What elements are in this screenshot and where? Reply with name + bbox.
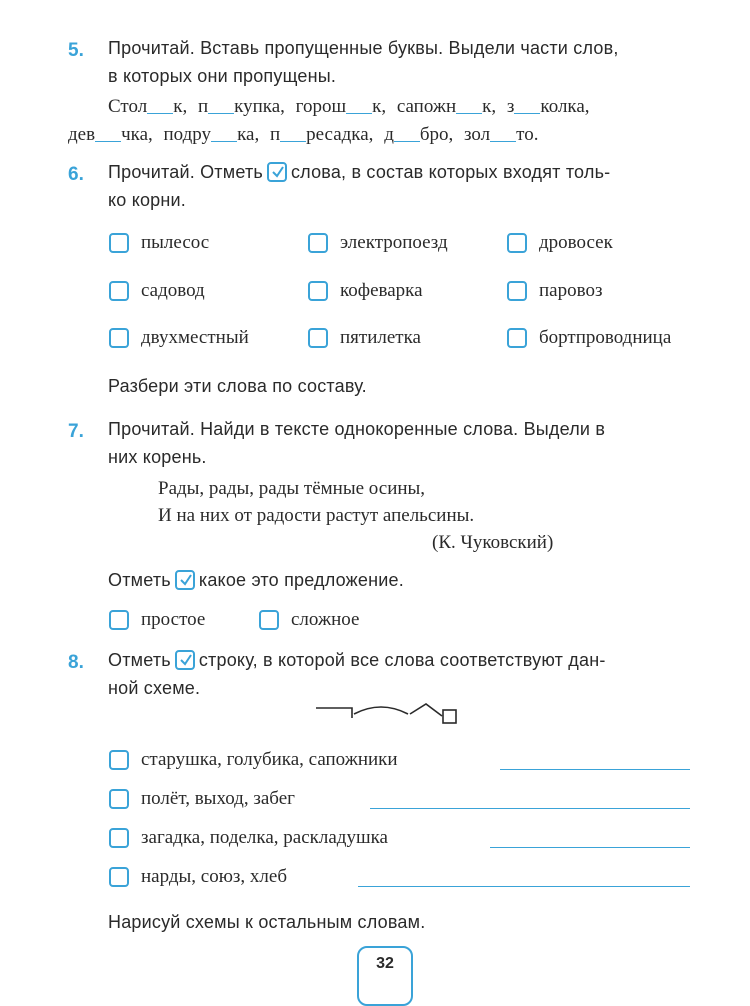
checkbox-option[interactable] [507,233,527,253]
checkbox-option[interactable] [109,789,129,809]
checkbox-option[interactable] [507,328,527,348]
task8-number: 8. [68,652,84,673]
option-label: садовод [141,280,205,301]
task5-words-line1 [108,96,590,118]
instruction-text: Отметь [108,570,171,590]
option-label: полёт, выход, забег [141,788,295,809]
word-part: чка, [121,124,153,145]
checkbox-option[interactable] [109,610,129,630]
checkmark-sample-icon [267,162,287,182]
poem-line1: Рады, рады, рады тёмные осины, [158,478,426,499]
checkbox-option[interactable] [308,328,328,348]
option-label: пятилетка [340,327,421,348]
answer-line[interactable] [490,847,690,848]
checkmark-sample-icon [175,570,195,590]
option-label: кофеварка [340,280,423,301]
word-part: бро, [419,124,454,145]
word-part: колка, [540,96,590,117]
word-part: купка, [234,96,285,117]
instruction-text: какое это предложение. [198,570,404,590]
task8-footer: Нарисуй схемы к остальным словам. [108,912,426,932]
blank-gap[interactable] [95,125,121,142]
task8-instruction-line2: ной схеме. [108,678,201,698]
word-part: подру [163,124,212,145]
word-part: Стол [108,96,148,117]
option-label: электропоезд [340,232,448,253]
option-label: бортпроводница [539,327,672,348]
page-number: 32 [357,946,413,1006]
option-label: дровосек [539,232,613,253]
task7-number: 7. [68,421,84,442]
checkbox-option[interactable] [109,233,129,253]
word-scheme-icon [314,698,462,730]
task6-instruction-line2: ко корни. [108,190,186,210]
word-part: з [506,96,515,117]
checkmark-sample-icon [175,650,195,670]
checkbox-option[interactable] [308,281,328,301]
answer-line[interactable] [500,769,690,770]
task5-number: 5. [68,40,84,61]
word-part: зол [464,124,491,145]
instruction-text: Отметь [108,650,171,670]
blank-gap[interactable] [490,125,516,142]
checkbox-option[interactable] [308,233,328,253]
blank-gap[interactable] [394,125,420,142]
task5-words-line2 [68,124,538,146]
option-label: нарды, союз, хлеб [141,866,287,887]
task5-instruction-line2: в которых они пропущены. [108,66,337,86]
word-part: ресадка, [306,124,374,145]
task5-instruction-line1: Прочитай. Вставь пропущенные буквы. Выдели части слов, [108,38,619,58]
task6-footer: Разбери эти слова по составу. [108,376,367,396]
option-label: старушка, голубика, сапожники [141,749,398,770]
option-label: паровоз [539,280,603,301]
instruction-text: слова, в состав которых входят толь- [290,162,611,182]
blank-gap[interactable] [147,97,173,114]
option-label: простое [141,609,206,630]
word-part: к, [173,96,188,117]
option-label: двухместный [141,327,249,348]
instruction-text: Прочитай. Отметь [108,162,263,182]
option-label: пылесос [141,232,210,253]
checkbox-option[interactable] [109,828,129,848]
word-part: дев [68,124,96,145]
word-part: д [384,124,394,145]
answer-line[interactable] [358,886,690,887]
checkbox-option[interactable] [109,750,129,770]
option-label: загадка, поделка, раскладушка [141,827,388,848]
word-part: то. [516,124,539,145]
checkbox-option[interactable] [109,281,129,301]
word-part: горош [295,96,347,117]
task6-instruction-line1 [108,162,610,183]
checkbox-option[interactable] [507,281,527,301]
blank-gap[interactable] [346,97,372,114]
checkbox-option[interactable] [109,867,129,887]
checkbox-option[interactable] [109,328,129,348]
poem-author: (К. Чуковский) [432,532,554,553]
word-part: к, [482,96,497,117]
answer-line[interactable] [370,808,690,809]
blank-gap[interactable] [514,97,540,114]
poem-line2: И на них от радости растут апельсины. [158,505,475,526]
word-part: п [269,124,281,145]
blank-gap[interactable] [208,97,234,114]
task7-question [108,570,404,591]
word-part: к, [372,96,387,117]
task7-instruction-line1: Прочитай. Найди в тексте однокоренные слова. Выдели в [108,419,606,439]
word-part: сапожн [396,96,457,117]
word-part: ка, [237,124,260,145]
blank-gap[interactable] [456,97,482,114]
instruction-text: строку, в которой все слова соответствуют дан- [198,650,606,670]
task7-instruction-line2: них корень. [108,447,207,467]
word-part: п [197,96,209,117]
option-label: сложное [291,609,360,630]
blank-gap[interactable] [280,125,306,142]
task8-instruction-line1 [108,650,606,671]
checkbox-option[interactable] [259,610,279,630]
blank-gap[interactable] [211,125,237,142]
task6-number: 6. [68,164,84,185]
